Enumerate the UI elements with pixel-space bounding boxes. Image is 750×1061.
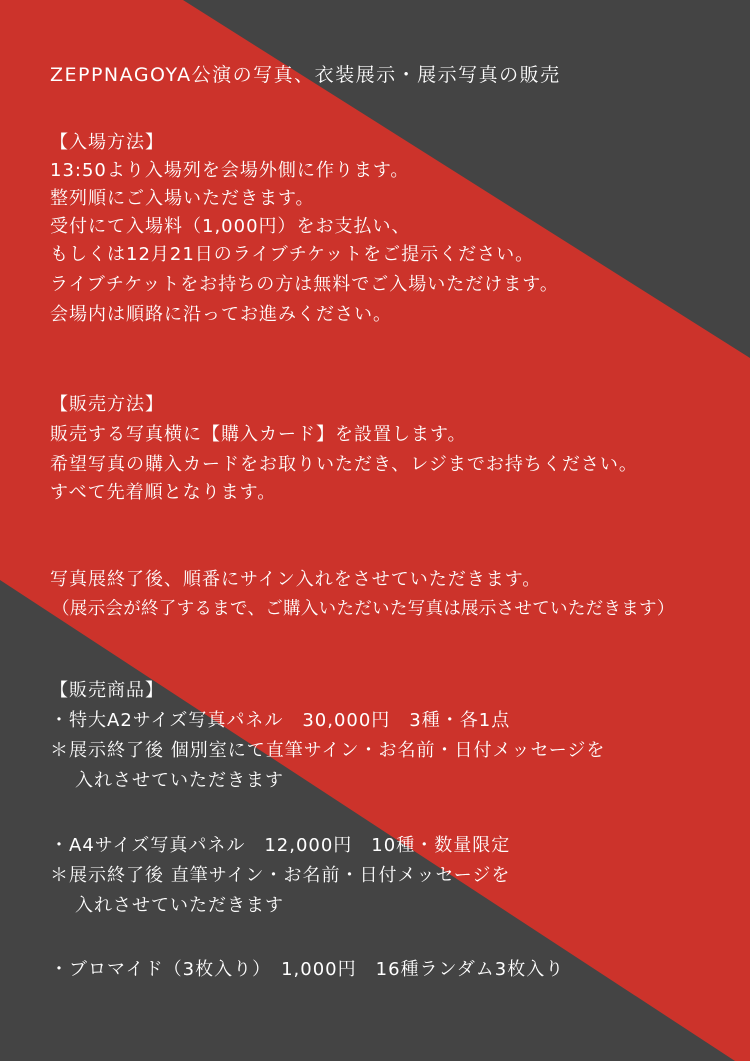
sign-notice: 写真展終了後、順番にサイン入れをさせていただきます。 xyxy=(50,569,542,590)
entry-line: 13:50より入場列を会場外側に作ります。 xyxy=(50,160,410,181)
sign-notice-note: （展示会が終了するまで、ご購入いただいた写真は展示させていただきます） xyxy=(52,599,675,619)
entry-line: ライブチケットをお持ちの方は無料でご入場いただけます。 xyxy=(50,274,559,295)
product-item-a2-note: ＊展示終了後 個別室にて直筆サイン・お名前・日付メッセージを xyxy=(50,740,606,761)
product-item-bromide: ・ブロマイド（3枚入り） 1,000円 16種ランダム3枚入り xyxy=(50,959,565,980)
product-item-a2: ・特大A2サイズ写真パネル 30,000円 3種・各1点 xyxy=(50,710,511,731)
product-item-a4-note: 入れさせていただきます xyxy=(75,895,284,916)
entry-line: 会場内は順路に沿ってお進みください。 xyxy=(50,304,392,325)
sales-method-line: すべて先着順となります。 xyxy=(50,482,277,503)
product-item-a4: ・A4サイズ写真パネル 12,000円 10種・数量限定 xyxy=(50,835,511,856)
entry-line: 整列順にご入場いただきます。 xyxy=(50,188,315,209)
entry-heading: 【入場方法】 xyxy=(50,132,164,153)
entry-line: 受付にて入場料（1,000円）をお支払い、 xyxy=(50,216,411,237)
sales-method-heading: 【販売方法】 xyxy=(50,394,164,415)
products-heading: 【販売商品】 xyxy=(50,680,164,701)
sales-method-line: 販売する写真横に【購入カード】を設置します。 xyxy=(50,424,467,445)
page-title: ZEPPNAGOYA公演の写真、衣装展示・展示写真の販売 xyxy=(50,64,561,86)
entry-line: もしくは12月21日のライブチケットをご提示ください。 xyxy=(50,244,535,265)
product-item-a2-note: 入れさせていただきます xyxy=(75,770,284,791)
product-item-a4-note: ＊展示終了後 直筆サイン・お名前・日付メッセージを xyxy=(50,865,511,886)
sales-method-line: 希望写真の購入カードをお取りいただき、レジまでお持ちください。 xyxy=(50,454,638,475)
